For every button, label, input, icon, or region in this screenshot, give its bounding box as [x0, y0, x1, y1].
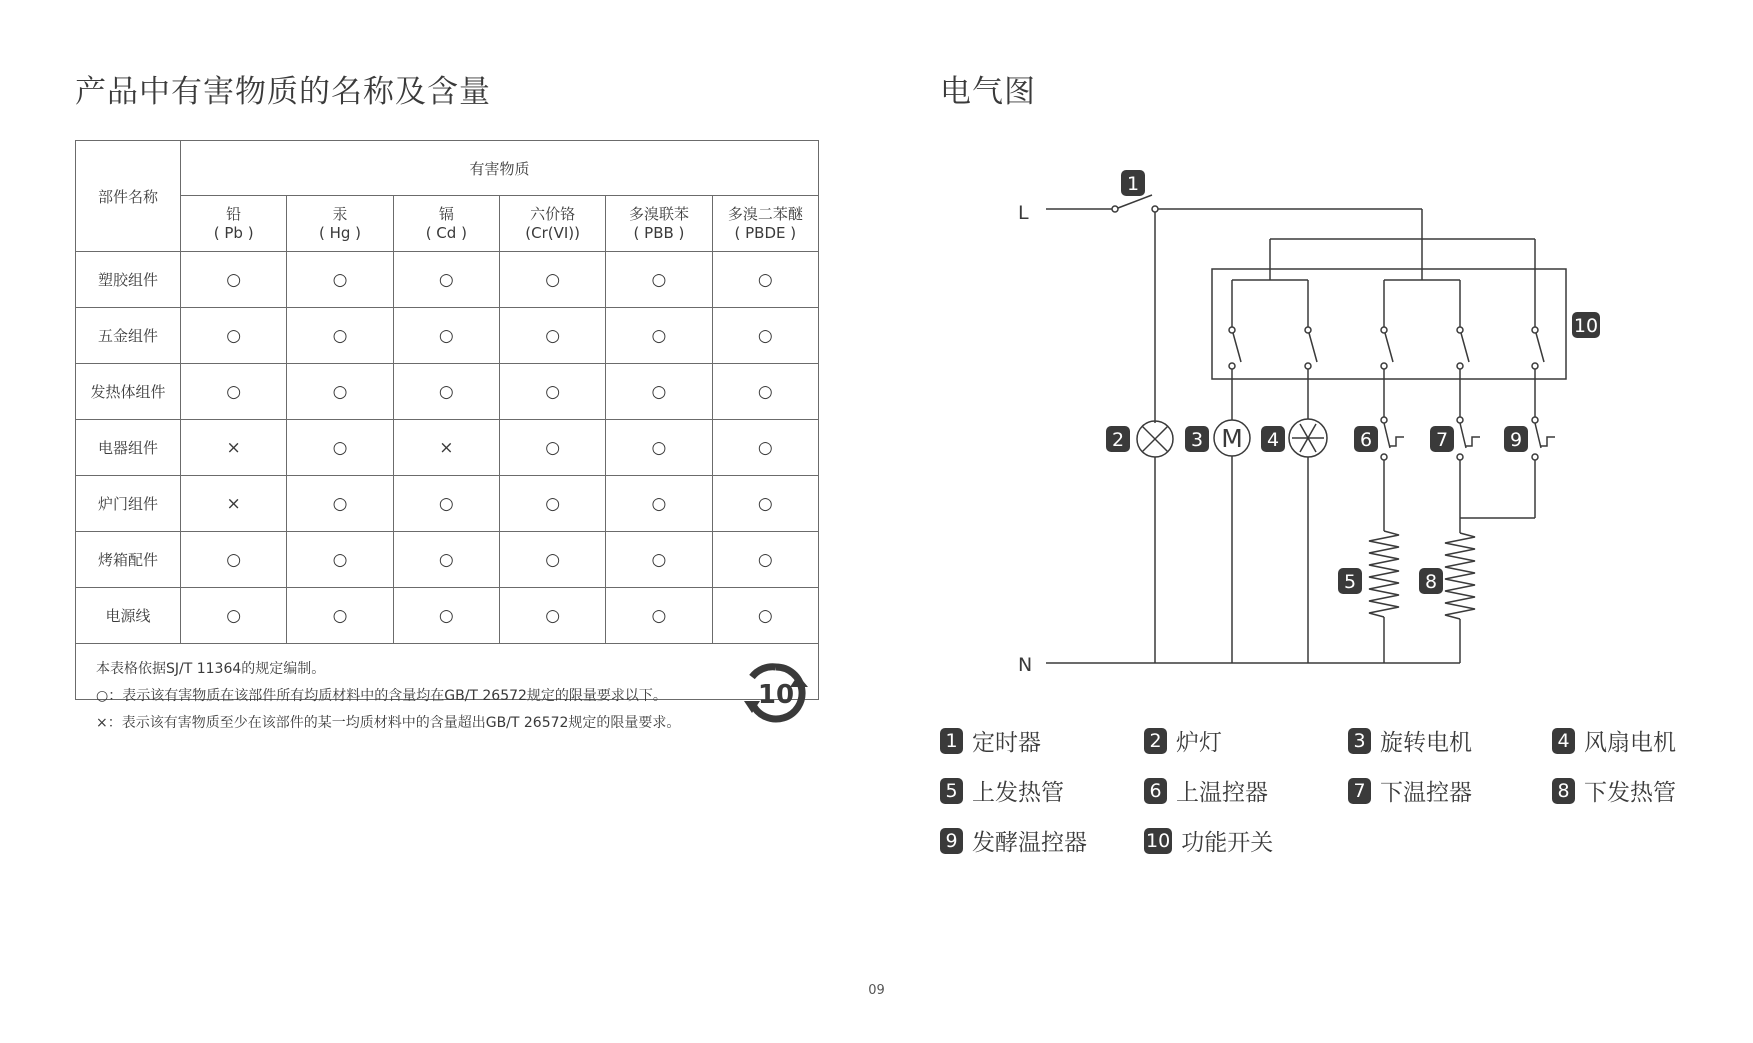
- status-cell: ○: [712, 420, 818, 476]
- legend-label: 发酵温控器: [972, 830, 1087, 856]
- component-number: 9: [1509, 429, 1523, 451]
- hazardous-substances-title: 产品中有害物质的名称及含量: [75, 74, 491, 110]
- status-cell: ○: [606, 364, 712, 420]
- status-cell: ○: [393, 588, 499, 644]
- substance-header: 铅 ( Pb ): [181, 196, 287, 252]
- legend-item: [1144, 824, 1273, 857]
- part-name-cell: 电源线: [76, 588, 181, 644]
- component-number: 2: [1111, 429, 1125, 451]
- status-cell: ○: [606, 476, 712, 532]
- status-cell: ○: [287, 308, 393, 364]
- status-cell: ×: [181, 476, 287, 532]
- status-cell: ○: [393, 476, 499, 532]
- status-cell: ○: [287, 476, 393, 532]
- legend-item: [1348, 724, 1472, 757]
- component-number: 5: [1343, 571, 1357, 593]
- component-number: 8: [1424, 571, 1438, 593]
- legend-item: [940, 824, 1087, 857]
- legend-number-badge: 2: [1144, 728, 1167, 754]
- part-name-header: 部件名称: [76, 141, 181, 252]
- status-cell: ○: [712, 252, 818, 308]
- component-number: 10: [1573, 315, 1599, 337]
- status-cell: ○: [287, 364, 393, 420]
- legend-item: [1552, 724, 1676, 757]
- status-cell: ○: [181, 308, 287, 364]
- legend-number-badge: 9: [940, 828, 963, 854]
- hazardous-substance-header: 有害物质: [181, 141, 819, 196]
- legend-item: [940, 724, 1041, 757]
- substance-header: 六价铬 (Cr(VI)): [499, 196, 605, 252]
- note-line: ×：表示该有害物质至少在该部件的某一均质材料中的含量超出GB/T 26572规定的限量要求。: [96, 715, 681, 731]
- status-cell: ○: [181, 588, 287, 644]
- note-line: ○：表示该有害物质在该部件所有均质材料中的含量均在GB/T 26572规定的限量要求以下。: [96, 688, 667, 704]
- status-cell: ×: [393, 420, 499, 476]
- legend-item: [1552, 774, 1676, 807]
- status-cell: ○: [712, 476, 818, 532]
- status-cell: ○: [181, 364, 287, 420]
- status-cell: ○: [287, 420, 393, 476]
- status-cell: ○: [712, 308, 818, 364]
- status-cell: ○: [499, 252, 605, 308]
- status-cell: ○: [499, 308, 605, 364]
- logo-number: 10: [757, 680, 795, 710]
- legend-label: 定时器: [972, 730, 1041, 756]
- legend-label: 上发热管: [972, 780, 1064, 806]
- legend-label: 炉灯: [1176, 730, 1222, 756]
- substance-header: 镉 ( Cd ): [393, 196, 499, 252]
- status-cell: ○: [393, 252, 499, 308]
- legend-item: [1144, 774, 1268, 807]
- component-number: 7: [1435, 429, 1449, 451]
- part-name-cell: 五金组件: [76, 308, 181, 364]
- status-cell: ○: [606, 420, 712, 476]
- page-number: 09: [868, 983, 885, 998]
- part-name-cell: 塑胶组件: [76, 252, 181, 308]
- status-cell: ○: [181, 532, 287, 588]
- note-line: 本表格依据SJ/T 11364的规定编制。: [96, 661, 326, 677]
- legend-label: 上温控器: [1176, 780, 1268, 806]
- legend-number-badge: 8: [1552, 778, 1575, 804]
- legend-number-badge: 7: [1348, 778, 1371, 804]
- part-name-cell: 电器组件: [76, 420, 181, 476]
- legend-item: [1348, 774, 1472, 807]
- component-number: 4: [1266, 429, 1280, 451]
- motor-letter: M: [1221, 424, 1243, 453]
- legend-number-badge: 6: [1144, 778, 1167, 804]
- status-cell: ○: [712, 364, 818, 420]
- legend-number-badge: 5: [940, 778, 963, 804]
- substance-header: 多溴联苯 ( PBB ): [606, 196, 712, 252]
- substance-header: 多溴二苯醚 ( PBDE ): [712, 196, 818, 252]
- electrical-diagram-title: 电气图: [940, 74, 1036, 110]
- legend-label: 风扇电机: [1584, 730, 1676, 756]
- substance-header: 汞 ( Hg ): [287, 196, 393, 252]
- status-cell: ○: [712, 532, 818, 588]
- status-cell: ○: [606, 308, 712, 364]
- status-cell: ○: [499, 364, 605, 420]
- component-number: 3: [1190, 429, 1204, 451]
- component-number: 1: [1126, 173, 1140, 195]
- status-cell: ○: [499, 532, 605, 588]
- legend-number-badge: 3: [1348, 728, 1371, 754]
- status-cell: ○: [712, 588, 818, 644]
- legend-number-badge: 4: [1552, 728, 1575, 754]
- neutral-label: N: [1018, 654, 1033, 676]
- status-cell: ○: [499, 420, 605, 476]
- status-cell: ○: [606, 532, 712, 588]
- status-cell: ○: [393, 364, 499, 420]
- part-name-cell: 发热体组件: [76, 364, 181, 420]
- legend-number-badge: 10: [1146, 829, 1171, 852]
- part-name-cell: 炉门组件: [76, 476, 181, 532]
- legend-number-badge: 1: [940, 728, 963, 754]
- legend-item: [940, 774, 1064, 807]
- legend-label: 下温控器: [1380, 780, 1472, 806]
- status-cell: ○: [606, 252, 712, 308]
- legend-item: [1144, 724, 1222, 757]
- status-cell: ○: [393, 308, 499, 364]
- status-cell: ○: [606, 588, 712, 644]
- status-cell: ○: [181, 252, 287, 308]
- part-name-cell: 烤箱配件: [76, 532, 181, 588]
- status-cell: ×: [181, 420, 287, 476]
- component-number: 6: [1359, 429, 1373, 451]
- legend-label: 功能开关: [1181, 830, 1274, 856]
- status-cell: ○: [287, 252, 393, 308]
- line-label: L: [1018, 202, 1029, 224]
- status-cell: ○: [287, 588, 393, 644]
- legend-label: 旋转电机: [1380, 730, 1472, 756]
- status-cell: ○: [499, 588, 605, 644]
- status-cell: ○: [393, 532, 499, 588]
- status-cell: ○: [499, 476, 605, 532]
- legend-label: 下发热管: [1584, 780, 1676, 806]
- status-cell: ○: [287, 532, 393, 588]
